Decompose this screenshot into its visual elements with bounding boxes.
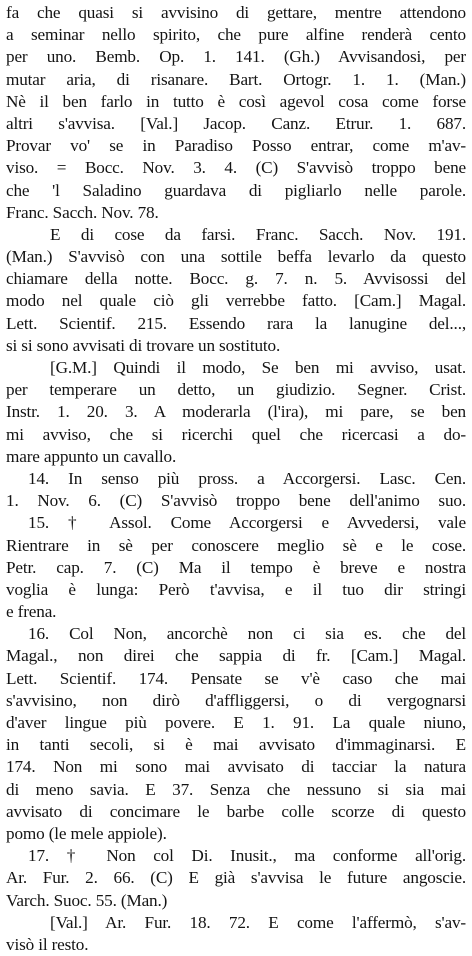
text-line: 1. Nov. 6. (C) S'avvisò troppo bene dell'animo suo. <box>6 491 466 511</box>
text-line: visò il resto. <box>6 934 89 954</box>
text-line: [Val.] Ar. Fur. 18. 72. E come l'affermò, s'av- <box>50 912 466 932</box>
text-line: [G.M.] Quindi il modo, Se ben mi avviso, usat. <box>50 358 466 377</box>
text-line: (Man.) S'avvisò con una sottile beffa levarlo da questo <box>6 247 466 267</box>
text-line: E di cose da farsi. Franc. Sacch. Nov. 191. <box>50 224 466 244</box>
text-line: Lett. Scientif. 215. Essendo rara la lanugine del..., <box>6 313 466 333</box>
text-line: per temperare un detto, un giudizio. Segner. Crist. <box>6 380 466 400</box>
text-line: a seminar nello spirito, che pure alfine renderà cento <box>6 25 466 45</box>
text-line: Petr. cap. 7. (C) Ma il tempo è breve e nostra <box>6 557 466 577</box>
dictionary-entry-text <box>6 2 466 956</box>
text-line: viso. = Bocc. Nov. 3. 4. (C) S'avvisò troppo bene <box>6 158 466 178</box>
text-line: fa che quasi si avvisino di gettare, mentre attendono <box>6 3 466 22</box>
text-line: si si sono avvisati di trovare un sostituto. <box>6 335 281 355</box>
text-line: che 'l Saladino guardava di pigliarlo nelle parole. <box>6 180 466 200</box>
text-line: Lett. Scientif. 174. Pensate se v'è caso che mai <box>6 668 466 688</box>
text-line: di meno savia. E 37. Senza che nessuno si sia mai <box>6 779 466 799</box>
text-line: 17. † Non col Di. Inusit., ma conforme all'orig. <box>28 846 466 866</box>
text-line: 174. Non mi sono mai avvisato di tacciar la natura <box>6 757 466 777</box>
text-line: d'aver lingue più povere. E 1. 91. La quale niuno, <box>6 713 466 732</box>
text-line: Franc. Sacch. Nov. 78. <box>6 202 159 222</box>
text-line: mi avviso, che si ricerchi quel che ricercasi a do- <box>6 424 466 444</box>
text-line: mutar aria, di risanare. Bart. Ortogr. 1. 1. (Man.) <box>6 69 466 89</box>
text-line: Nè il ben farlo in tutto è così agevol cosa come forse <box>6 91 466 111</box>
text-line: per uno. Bemb. Op. 1. 141. (Gh.) Avvisandosi, per <box>6 47 466 67</box>
text-line: Provar vo' se in Paradiso Posso entrar, come m'av- <box>6 136 466 156</box>
text-line: Ar. Fur. 2. 66. (C) E già s'avvisa le future angoscie. <box>6 868 466 888</box>
text-line: pomo (le mele appiole). <box>6 823 167 843</box>
text-line: in tanti secoli, si è mai avvisato d'immaginarsi. E <box>6 735 466 755</box>
text-line: chiamare della notte. Bocc. g. 7. n. 5. Avvisossi del <box>6 269 466 289</box>
text-line: Rientrare in sè per conoscere meglio sè e le cose. <box>6 535 466 555</box>
text-line: Magal., non direi che sappia di fr. [Cam.] Magal. <box>6 646 466 666</box>
text-line: 16. Col Non, ancorchè non ci sia es. che del <box>28 624 466 644</box>
text-line: 15. † Assol. Come Accorgersi e Avvedersi, vale <box>28 513 466 533</box>
text-line: Instr. 1. 20. 3. A moderarla (l'ira), mi pare, se ben <box>6 402 466 422</box>
text-line: avvisato di concimare le barbe colle scorze di questo <box>6 801 466 821</box>
text-line: s'avvisino, non dirò d'affliggersi, o di vergognarsi <box>6 690 466 710</box>
text-line: e frena. <box>6 602 57 622</box>
text-line: Varch. Suoc. 55. (Man.) <box>6 890 168 910</box>
text-line: modo nel quale ciò gli verrebbe fatto. [Cam.] Magal. <box>6 291 466 311</box>
text-line: 14. In senso più pross. a Accorgersi. Lasc. Cen. <box>28 468 466 488</box>
text-line: voglia è lunga: Però t'avvisa, e il tuo dir stringi <box>6 579 466 599</box>
text-line: altri s'avvisa. [Val.] Jacop. Canz. Etrur. 1. 687. <box>6 113 466 133</box>
text-line: mare appunto un cavallo. <box>6 446 177 466</box>
